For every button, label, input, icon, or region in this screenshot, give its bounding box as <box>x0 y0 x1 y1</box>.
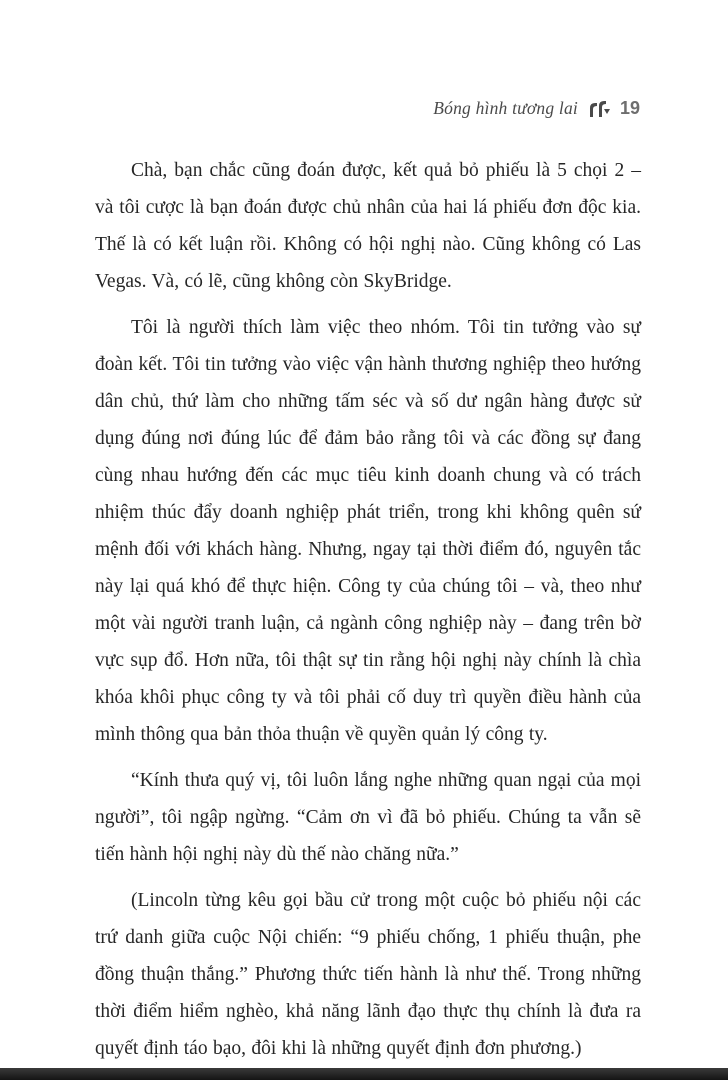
page-number: 19 <box>619 98 640 118</box>
running-title: Bóng hình tương lai <box>433 98 578 118</box>
body-text <box>95 152 641 1076</box>
page-bottom-edge <box>0 1068 728 1080</box>
paragraph: Tôi là người thích làm việc theo nhóm. Tôi tin tưởng vào sự đoàn kết. Tôi tin tưởng vào việc vận hành thương nghiệp theo hướng dân chủ, thứ làm cho những tấm séc và số dư ngân hàng được sử dụng đúng nơi đúng lúc để đảm bảo rằng tôi và các đồng sự đang cùng nhau hướng đến các mục tiêu kinh doanh chung và có trách nhiệm thúc đẩy doanh nghiệp phát triển, trong khi không quên sứ mệnh đối với khách hàng. Nhưng, ngay tại thời điểm đó, nguyên tắc này lại quá khó để thực hiện. Công ty của chúng tôi – và, theo như một vài người tranh luận, cả ngành công nghiệp này – đang trên bờ vực sụp đổ. Hơn nữa, tôi thật sự tin rằng hội nghị này chính là chìa khóa khôi phục công ty và tôi phải cố duy trì quyền điều hành của mình thông qua bản thỏa thuận về quyền quản lý công ty. <box>95 317 641 745</box>
paragraph: Chà, bạn chắc cũng đoán được, kết quả bỏ phiếu là 5 chọi 2 – và tôi cược là bạn đoán được chủ nhân của hai lá phiếu đơn độc kia. Thế là có kết luận rồi. Không có hội nghị nào. Cũng không có Las Vegas. Và, có lẽ, cũng không còn SkyBridge. <box>95 160 641 292</box>
paragraph: (Lincoln từng kêu gọi bầu cử trong một cuộc bỏ phiếu nội các trứ danh giữa cuộc Nội chiến: “9 phiếu chống, 1 phiếu thuận, phe đồng thuận thắng.” Phương thức tiến hành là như thế. Trong những thời điểm hiểm nghèo, khả năng lãnh đạo thực thụ chính là đưa ra quyết định táo bạo, đôi khi là những quyết định đơn phương.) <box>95 890 641 1059</box>
running-header <box>95 98 640 119</box>
chapter-mark-icon <box>587 100 611 118</box>
paragraph: “Kính thưa quý vị, tôi luôn lắng nghe những quan ngại của mọi người”, tôi ngập ngừng. “Cảm ơn vì đã bỏ phiếu. Chúng ta vẫn sẽ tiến hành hội nghị này dù thế nào chăng nữa.” <box>95 770 641 865</box>
